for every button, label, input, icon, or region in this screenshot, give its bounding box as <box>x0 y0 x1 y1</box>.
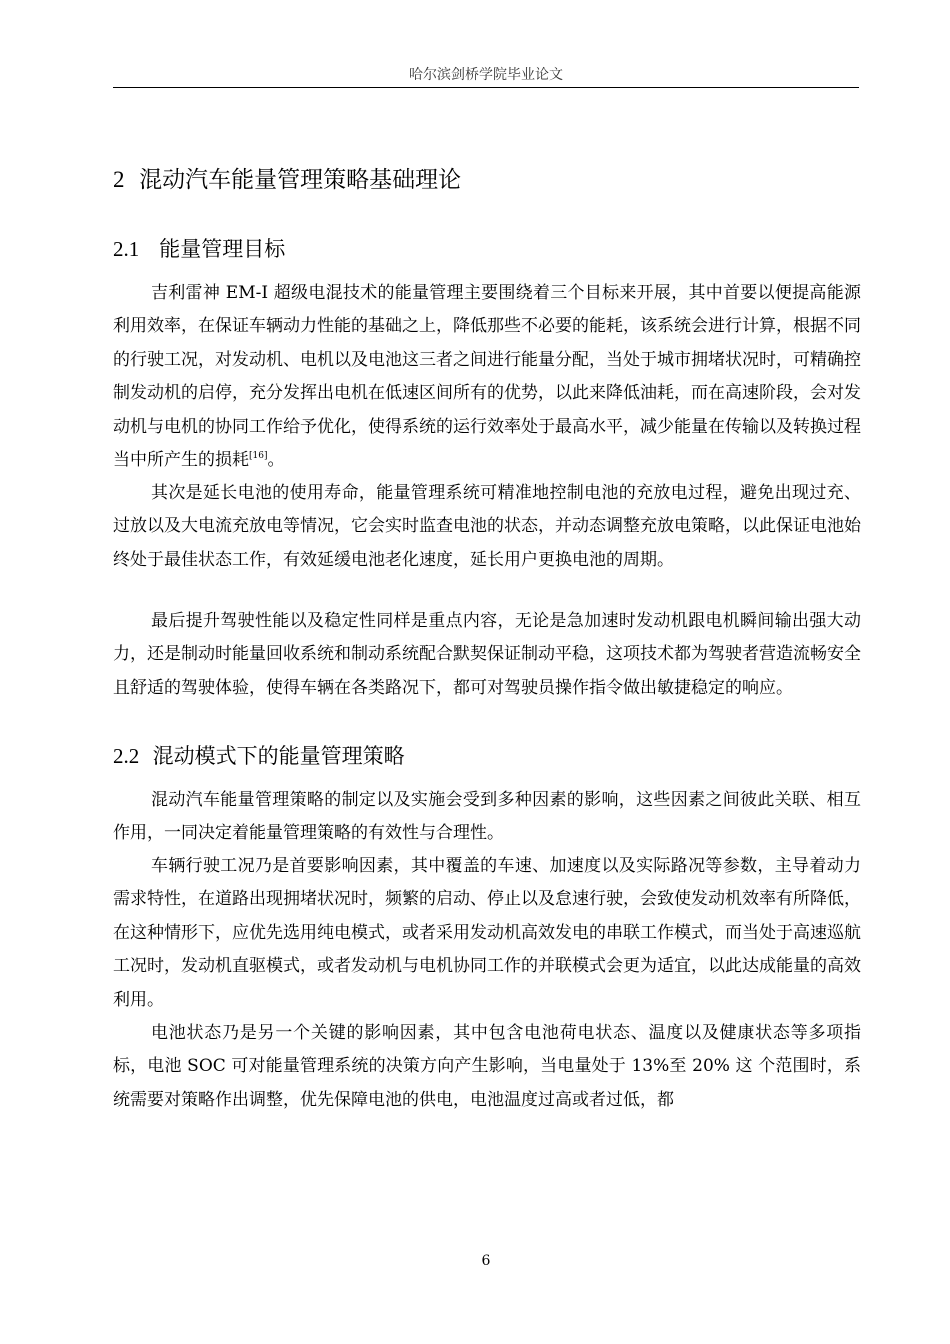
chapter-title-text: 混动汽车能量管理策略基础理论 <box>139 167 462 193</box>
header-rule <box>113 87 859 88</box>
running-header: 哈尔滨剑桥学院毕业论文 <box>409 67 563 83</box>
paragraph-text: 吉利雷神 EM-I 超级电混技术的能量管理主要围绕着三个目标来开展，其中首要以便提高能源利用效率，在保证车辆动力性能的基础之上，降低那些不必要的能耗，该系统会进行计算，根据不同的行驶工况，对发动机、电机以及电池这三者之间进行能量分配，当处于城市拥堵状况时，可精确控制发动机的启停，充分发挥出电机在低速区间所有的优势，以此来降低油耗，而在高速阶段，会对发动机与电机的协同工作给予优化，使得系统的运行效率处于最高水平，减少能量在传输以及转换过程当中所产生的损耗 <box>113 283 861 471</box>
paragraph <box>113 277 861 477</box>
paragraph: 最后提升驾驶性能以及稳定性同样是重点内容，无论是急加速时发动机跟电机瞬间输出强大动力，还是制动时能量回收系统和制动系统配合默契保证制动平稳，这项技术都为驾驶者营造流畅安全且舒适的驾驶体验，使得车辆在各类路况下，都可对驾驶员操作指令做出敏捷稳定的响应。 <box>113 611 861 698</box>
paragraph: 电池状态乃是另一个关键的影响因素，其中包含电池荷电状态、温度以及健康状态等多项指标，电池 SOC 可对能量管理系统的决策方向产生影响，当电量处于 13%至 20% 这 个范围时，系统需要对策略作出调整，优先保障电池的供电，电池温度过高或者过低，都 <box>113 1023 861 1110</box>
paragraph: 其次是延长电池的使用寿命，能量管理系统可精准地控制电池的充放电过程，避免出现过充、过放以及大电流充放电等情况，它会实时监查电池的状态，并动态调整充放电策略，以此保证电池始终处于最佳状态工作，有效延缓电池老化速度，延长用户更换电池的周期。 <box>113 483 861 570</box>
section-number: 2.2 <box>113 744 140 768</box>
section-number: 2.1 <box>113 237 140 261</box>
paragraph: 车辆行驶工况乃是首要影响因素，其中覆盖的车速、加速度以及实际路况等参数，主导着动力需求特性，在道路出现拥堵状况时，频繁的启动、停止以及怠速行驶，会致使发动机效率有所降低，在这种情形下，应优先选用纯电模式，或者采用发动机高效发电的串联工作模式，而当处于高速巡航工况时，发动机直驱模式，或者发动机与电机协同工作的并联模式会更为适宜，以此达成能量的高效利用。 <box>113 856 861 1010</box>
section-title-2-1 <box>113 234 285 264</box>
paragraph: 混动汽车能量管理策略的制定以及实施会受到多种因素的影响，这些因素之间彼此关联、相互作用，一同决定着能量管理策略的有效性与合理性。 <box>113 790 861 844</box>
chapter-number: 2 <box>113 167 125 192</box>
section-title-text: 能量管理目标 <box>159 237 286 261</box>
section-title-text: 混动模式下的能量管理策略 <box>152 744 405 768</box>
paragraph-ending: 。 <box>267 450 285 471</box>
section-title-2-2 <box>113 741 405 771</box>
page-number: 6 <box>481 1253 491 1269</box>
chapter-title <box>113 164 461 196</box>
citation: [16] <box>249 451 268 462</box>
